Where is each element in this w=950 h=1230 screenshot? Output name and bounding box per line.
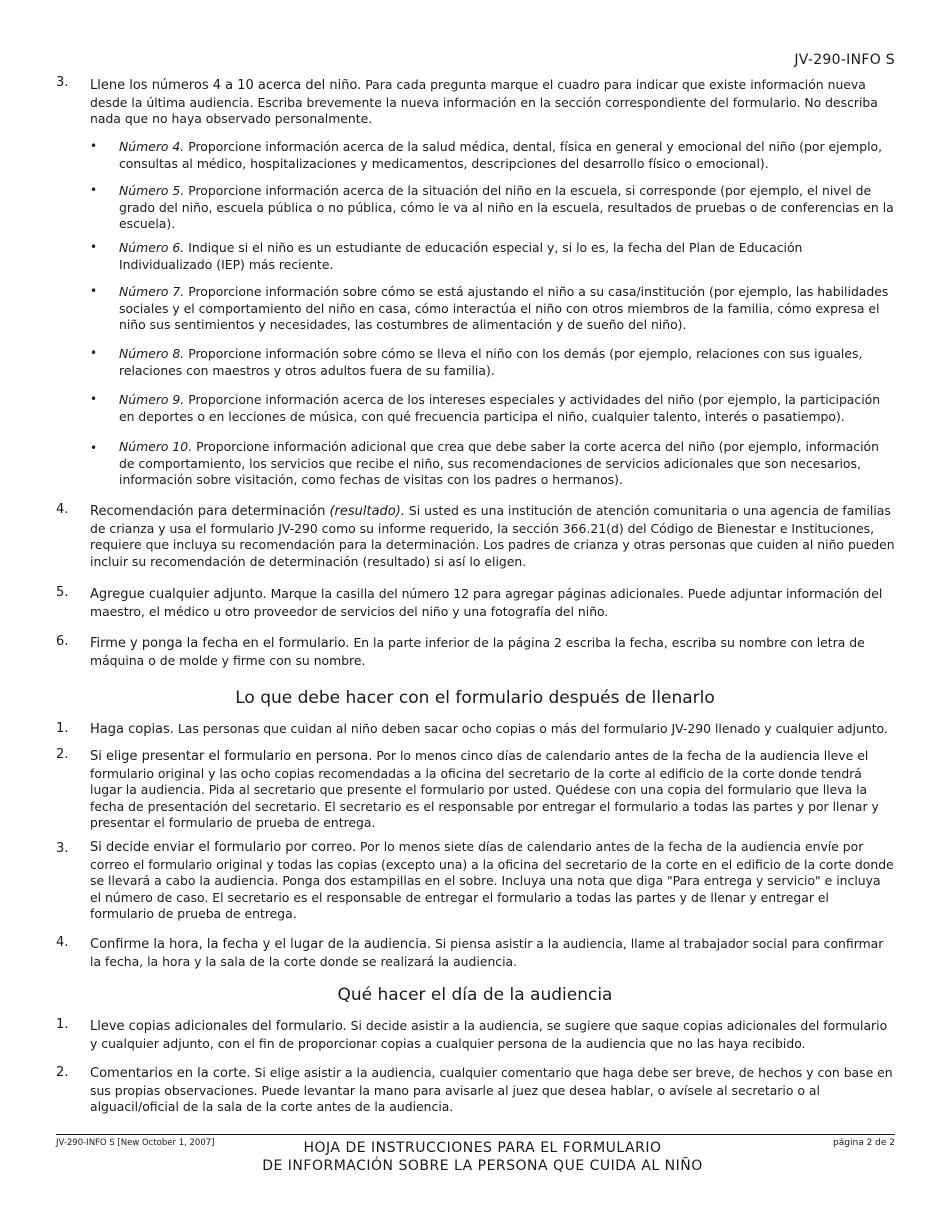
bullet-icon: • bbox=[90, 183, 98, 197]
after-item-4 bbox=[90, 936, 895, 970]
instruction-item-5 bbox=[90, 586, 895, 620]
bullet-text: Proporcione información sobre cómo se está ajustando el niño a su casa/institución (por ejemplo, las habilidades sociales y el comportamiento del niño en casa, cómo interactúa el niño con otros miembros de la familia, cómo expresa el niño sus sentimientos y necesidades, las costumbres de alimentación y de sueño del niño). bbox=[119, 284, 889, 332]
item-lead: Confirme la hora, la fecha y el lugar de la audiencia. bbox=[90, 937, 431, 952]
bullet-label: Número 8. bbox=[119, 346, 185, 361]
bullet-label: Número 6. bbox=[119, 240, 185, 255]
bullet-text: Indique si el niño es un estudiante de educación especial y, si lo es, la fecha del Plan de Educación Individualizado (IEP) más reciente. bbox=[119, 240, 803, 272]
item-text: Marque la casilla del número 12 para agregar páginas adicionales. Puede adjuntar información del maestro, el médico u otro proveedor de servicios del niño y una fotografía del niño. bbox=[90, 586, 883, 619]
bullet-icon: • bbox=[90, 284, 98, 298]
bullet-text: Proporcione información sobre cómo se lleva el niño con los demás (por ejemplo, relaciones con sus iguales, relaciones con maestros y otros adultos fuera de su familia). bbox=[119, 346, 863, 378]
bullet-label: Número 9. bbox=[119, 392, 185, 407]
item-number: 2. bbox=[56, 1065, 69, 1080]
item-lead: Agregue cualquier adjunto. bbox=[90, 587, 267, 602]
item-text: Si decide asistir a la audiencia, se sugiere que saque copias adicionales del formulario y cualquier adjunto, con el fin de proporcionar copias a cualquier persona de la audiencia que no las haya recibido. bbox=[90, 1018, 888, 1051]
bullet-text: Proporcione información acerca de los intereses especiales y actividades del niño (por ejemplo, la participación en deportes o en lecciones de música, con qué frecuencia participa el niño, cualquier talento, interés o pasatiempo). bbox=[119, 392, 881, 424]
footer-title-line-1: HOJA DE INSTRUCCIONES PARA EL FORMULARIO bbox=[303, 1140, 662, 1156]
instruction-item-4 bbox=[90, 503, 895, 570]
bullet-label: Número 7. bbox=[119, 284, 185, 299]
after-item-2 bbox=[90, 748, 895, 832]
item-number: 3. bbox=[56, 841, 69, 856]
footer-title-line-2: DE INFORMACIÓN SOBRE LA PERSONA QUE CUIDA AL NIÑO bbox=[262, 1158, 703, 1174]
item-number: 3. bbox=[56, 75, 69, 90]
item-lead: Si elige presentar el formulario en persona. bbox=[90, 749, 373, 764]
item-number: 4. bbox=[56, 502, 69, 517]
item-number: 1. bbox=[56, 721, 69, 736]
item-number: 5. bbox=[56, 585, 69, 600]
item-lead: Firme y ponga la fecha en el formulario. bbox=[90, 636, 350, 651]
bullet-label: Número 10. bbox=[119, 439, 193, 454]
item-lead: Comentarios en la corte. bbox=[90, 1066, 251, 1081]
item-lead: Llene los números 4 a 10 acerca del niño. bbox=[90, 78, 362, 93]
item-text: En la parte inferior de la página 2 escriba la fecha, escriba su nombre con letra de máquina o de molde y firme con su nombre. bbox=[90, 635, 865, 668]
item-lead: Haga copias. bbox=[90, 722, 174, 737]
item-text: Si piensa asistir a la audiencia, llame al trabajador social para confirmar la fecha, la hora y la sala de la corte donde se realizará la audiencia. bbox=[90, 936, 884, 969]
footer-form-revision: JV-290-INFO S [New October 1, 2007] bbox=[56, 1138, 215, 1148]
bullet-icon: • bbox=[90, 441, 98, 455]
item-number: 6. bbox=[56, 634, 69, 649]
section-heading: Lo que debe hacer con el formulario después de llenarlo bbox=[235, 688, 715, 708]
item-lead: Si decide enviar el formulario por correo. bbox=[90, 840, 357, 855]
item-text: Si usted es una institución de atención comunitaria o una agencia de familias de crianza y usa el formulario JV-290 como su informe requerido, la sección 366.21(d) del Código de Bienestar e Instituciones, requiere que incluya su recomendación para la determinación. Los padres de crianza y otras personas que cuiden al niño pueden incluir su recomendación de determinación (resultado) si así lo eligen. bbox=[90, 503, 895, 569]
bullet-item bbox=[119, 240, 894, 273]
bullet-icon: • bbox=[90, 392, 98, 406]
item-number: 2. bbox=[56, 747, 69, 762]
bullet-label: Número 5. bbox=[119, 183, 185, 198]
footer-rule bbox=[56, 1134, 895, 1135]
bullet-icon: • bbox=[90, 139, 98, 153]
hearing-item-2 bbox=[90, 1065, 895, 1116]
footer-title bbox=[0, 1139, 950, 1175]
item-text: Por lo menos cinco días de calendario antes de la fecha de la audiencia lleve el formulario original y las ocho copias recomendadas a la oficina del secretario de la corte al edificio de la corte donde tendrá lugar la audiencia. Pida al secretario que presente el formulario por usted. Quédese con una copia del formulario que lleva la fecha de presentación del secretario. El secretario es el responsable por entregar el formulario a todas las partes y por llenar y presentar el formulario de prueba de entrega. bbox=[90, 748, 879, 830]
item-text: Si elige asistir a la audiencia, cualquier comentario que haga debe ser breve, de hechos y con base en sus propias observaciones. Puede levantar la mano para avisarle al juez que desea hablar, o avísele al secretario o al alguacil/oficial de la sala de la corte antes de la audiencia. bbox=[90, 1065, 893, 1114]
bullet-text: Proporcione información acerca de la salud médica, dental, física en general y emocional del niño (por ejemplo, consultas al médico, hospitalizaciones y medicamentos, descripciones del desarrollo físico o emocional). bbox=[119, 139, 883, 171]
item-text: Las personas que cuidan al niño deben sacar ocho copias o más del formulario JV-290 llenado y cualquier adjunto. bbox=[173, 721, 888, 736]
bullet-text: Proporcione información acerca de la situación del niño en la escuela, si corresponde (por ejemplo, el nivel de grado del niño, escuela pública o no pública, cómo le va al niño en la escuela, resultados de pruebas o de conferencias en la escuela). bbox=[119, 183, 894, 231]
bullet-text: Proporcione información adicional que crea que debe saber la corte acerca del niño (por ejemplo, información de comportamiento, los servicios que recibe el niño, sus recomendaciones de servicios adicionales que son necesarios, información sobre visitación, como fechas de visitas con los padres o hermanos). bbox=[119, 439, 879, 487]
bullet-item bbox=[119, 346, 894, 379]
item-lead-italic: (resultado). bbox=[329, 504, 405, 519]
item-lead: Recomendación para determinación bbox=[90, 504, 330, 519]
item-text: Para cada pregunta marque el cuadro para indicar que existe información nueva desde la última audiencia. Escriba brevemente la nueva información en la sección correspondiente del formulario. No describa nada que no haya observado personalmente. bbox=[90, 77, 878, 126]
bullet-item bbox=[119, 183, 894, 233]
bullet-item bbox=[119, 439, 894, 489]
item-number: 4. bbox=[56, 935, 69, 950]
after-item-1 bbox=[90, 721, 895, 739]
bullet-item bbox=[119, 392, 894, 425]
item-lead: Lleve copias adicionales del formulario. bbox=[90, 1019, 347, 1034]
instruction-item-3 bbox=[90, 77, 895, 128]
bullet-item bbox=[119, 139, 894, 172]
section-heading: Qué hacer el día de la audiencia bbox=[337, 985, 613, 1005]
footer-page-number: página 2 de 2 bbox=[833, 1138, 895, 1148]
item-number: 1. bbox=[56, 1017, 69, 1032]
bullet-icon: • bbox=[90, 346, 98, 360]
after-item-3 bbox=[90, 839, 895, 923]
instruction-item-6 bbox=[90, 635, 895, 669]
bullet-item bbox=[119, 284, 894, 334]
bullet-icon: • bbox=[90, 240, 98, 254]
form-id-header: JV-290-INFO S bbox=[794, 52, 895, 68]
bullet-label: Número 4. bbox=[119, 139, 185, 154]
hearing-item-1 bbox=[90, 1018, 895, 1052]
item-text: Por lo menos siete días de calendario antes de la fecha de la audiencia envíe por correo el formulario original y todas las copias (excepto una) a la oficina del secretario de la corte en el edificio de la corte donde se llevará a cabo la audiencia. Ponga dos estampillas en el sobre. Incluya una nota que diga "Para entrega y servicio" e incluya el número de caso. El secretario es el responsable de entregar el formulario a todas las partes y de llenar y entregar el formulario de prueba de entrega. bbox=[90, 839, 894, 921]
